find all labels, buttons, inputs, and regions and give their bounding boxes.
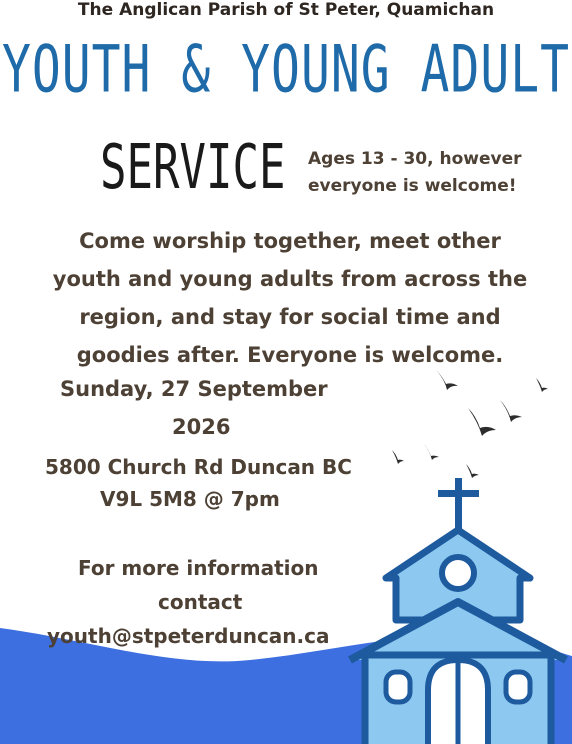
body-line: Come worship together, meet other (79, 229, 501, 253)
title-line-2: SERVICE (100, 132, 286, 204)
title-line-1: YOUTH & YOUNG ADULT (1, 32, 571, 108)
contact-email: youth@stpeterduncan.ca (47, 624, 330, 648)
event-postal-time: V9L 5M8 @ 7pm (100, 487, 280, 511)
event-date: Sunday, 27 September (60, 377, 328, 401)
info-line-2: contact (158, 590, 243, 614)
cross-icon (438, 478, 479, 534)
event-year: 2026 (172, 415, 231, 439)
body-line: goodies after. Everyone is welcome. (76, 343, 504, 367)
parish-name: The Anglican Parish of St Peter, Quamichan (77, 0, 495, 20)
event-address: 5800 Church Rd Duncan BC (45, 455, 352, 479)
body-line: youth and young adults from across the (52, 267, 528, 291)
body-line: region, and stay for social time and (79, 305, 501, 329)
info-line-1: For more information (78, 556, 319, 580)
ages-line-2: everyone is welcome! (308, 176, 517, 196)
ages-line-1: Ages 13 - 30, however (308, 149, 522, 169)
